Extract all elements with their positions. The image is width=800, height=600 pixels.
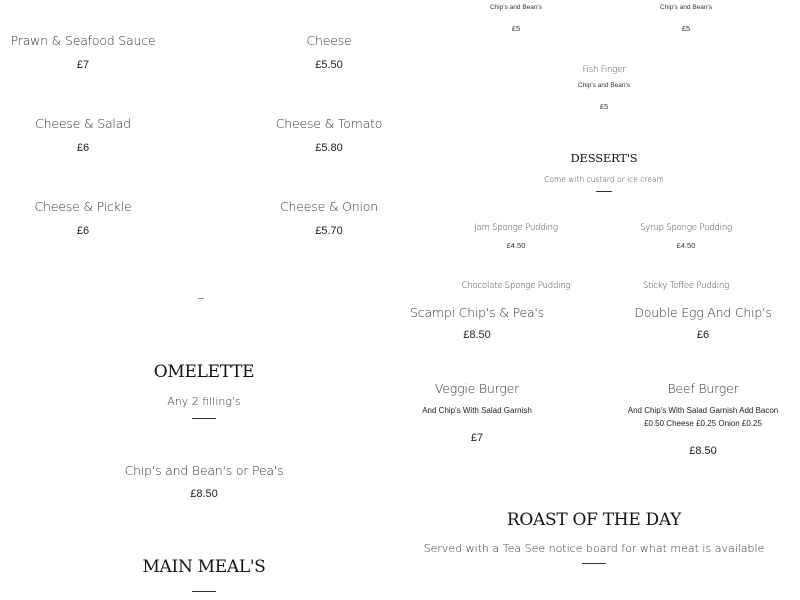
menu-item-name: Beef Burger [667, 381, 739, 396]
menu-item-price: £8.50 [689, 445, 717, 457]
menu-item-name: Chip's and Bean's or Pea's [124, 463, 284, 478]
section-title-omelette: OMELETTE [153, 362, 255, 382]
menu-item-name: Cheese [306, 33, 352, 48]
menu-item-price: £5 [511, 24, 521, 33]
menu-item-name: Cheese & Pickle [34, 199, 132, 214]
menu-item-price: £4.50 [506, 241, 526, 250]
menu-item-name: Cheese & Onion [280, 199, 378, 214]
section-divider [582, 563, 606, 564]
section-title-desserts: DESSERT'S [570, 151, 638, 165]
menu-item-name: Chocolate Sponge Pudding [461, 281, 571, 291]
menu-item-price: £5.50 [315, 59, 343, 71]
menu-item-name: Scampi Chip's & Pea's [410, 305, 544, 320]
section-title-roast: ROAST OF THE DAY [506, 510, 682, 530]
menu-item-name: Veggie Burger [434, 381, 520, 396]
menu-item-price: £5 [599, 102, 609, 111]
menu-item-name: Cheese & Tomato [275, 116, 383, 131]
section-divider [596, 191, 612, 192]
menu-item-price: £8.50 [463, 329, 491, 341]
menu-item-desc: Chip's and Bean's [660, 4, 712, 11]
menu-item-name: Cheese & Salad [35, 116, 131, 131]
menu-item-desc: Chip's and Bean's [490, 4, 542, 11]
menu-item-price: £5 [681, 24, 691, 33]
menu-item-price: £4.50 [676, 241, 696, 250]
stray-mark [198, 298, 204, 301]
menu-item-name: Double Egg And Chip's [634, 305, 772, 320]
section-subtitle: Come with custard or ice cream [544, 175, 664, 184]
menu-item-desc: £0.50 Cheese £0.25 Onion £0.25 [644, 419, 762, 428]
menu-item-name: Jam Sponge Pudding [474, 223, 558, 233]
menu-item-desc: And Chip's With Salad Garnish Add Bacon [627, 406, 779, 415]
menu-item-name: Fish Finger [582, 65, 626, 75]
menu-item-price: £6 [696, 329, 710, 341]
menu-item-name: Syrup Sponge Pudding [640, 223, 732, 233]
menu-item-price: £7 [470, 432, 484, 444]
menu-item-desc: And Chip's With Salad Garnish [422, 406, 532, 415]
section-title-main-meals: MAIN MEAL'S [142, 557, 266, 577]
menu-item-desc: Chip's and Bean's [578, 82, 630, 89]
section-subtitle: Served with a Tea See notice board for what meat is available [423, 542, 765, 555]
menu-item-price: £5.70 [315, 225, 343, 237]
menu-item-name: Prawn & Seafood Sauce [10, 33, 156, 48]
menu-item-name: Sticky Toffee Pudding [642, 281, 730, 291]
menu-item-price: £6 [76, 142, 90, 154]
menu-item-price: £7 [76, 59, 90, 71]
section-subtitle: Any 2 filling's [167, 395, 241, 408]
menu-item-price: £6 [76, 225, 90, 237]
menu-item-price: £5.80 [315, 142, 343, 154]
menu-item-price: £8.50 [190, 488, 218, 500]
section-divider [192, 591, 216, 592]
section-divider [192, 418, 216, 419]
